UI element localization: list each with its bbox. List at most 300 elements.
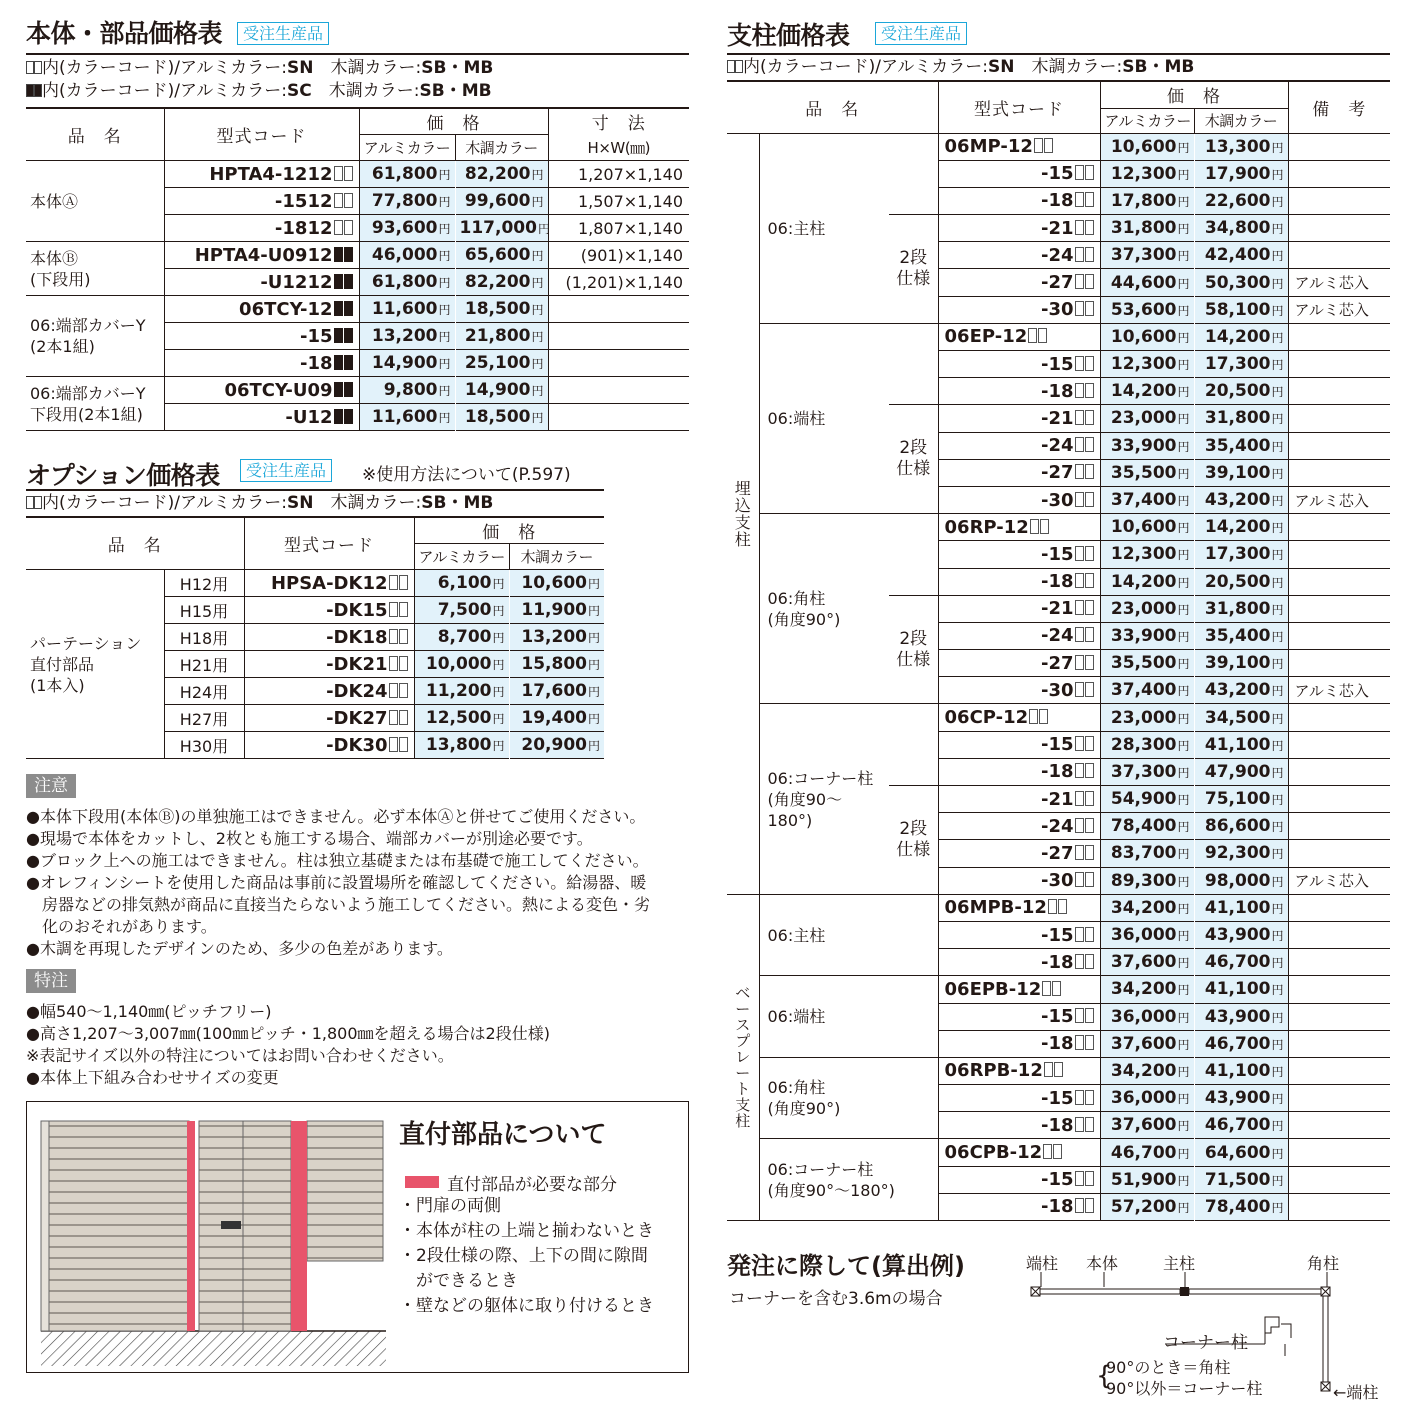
note-line: ●現場で本体をカットし、2枚とも施工する場合、端部カバーが別途必要です。	[26, 829, 593, 848]
note-line: ・2段仕様の際、上下の間に隙間	[399, 1246, 648, 1266]
yen-unit: 円	[587, 685, 600, 699]
yen-unit: 円	[1271, 657, 1284, 672]
remark	[1288, 650, 1390, 677]
color-code-box	[344, 301, 353, 316]
two-stage-label: 2段 仕様	[889, 595, 938, 704]
model-code: -21	[938, 405, 1100, 432]
size	[548, 350, 689, 377]
label-corner: コーナー柱	[1163, 1333, 1248, 1353]
color-code-box	[1075, 573, 1084, 588]
yen-unit: 円	[1271, 956, 1284, 971]
remark	[1288, 378, 1390, 405]
price-alu: 13,800円	[414, 732, 509, 759]
model-code: -30	[938, 677, 1100, 704]
yen-unit: 円	[1177, 521, 1190, 536]
yen-unit: 円	[1177, 466, 1190, 481]
note-line: ●木調を再現したデザインのため、多少の色差があります。	[26, 939, 453, 958]
color-code-box	[1075, 546, 1084, 561]
color-code-box	[1039, 709, 1048, 724]
model-code: -1812	[164, 215, 359, 242]
label-main-post: 主柱	[1163, 1254, 1196, 1273]
yen-unit: 円	[438, 249, 451, 263]
option-header-name: 品 名	[26, 517, 244, 570]
table-row	[727, 514, 1390, 541]
post-header-alu: アルミカラー	[1100, 108, 1194, 133]
yen-unit: 円	[531, 303, 544, 317]
model-code: -21	[938, 215, 1100, 242]
yen-unit: 円	[492, 739, 505, 753]
color-code-box	[1030, 519, 1039, 534]
option-title: オプション価格表	[26, 461, 220, 490]
post-name: 06:コーナー柱 (角度90°～180°)	[759, 1139, 938, 1221]
price-alu: 61,800円	[359, 269, 455, 296]
price-wood: 31,800円	[1194, 595, 1288, 622]
model-code: -30	[938, 867, 1100, 894]
price-wood: 20,900円	[509, 732, 604, 759]
model-code: -DK30	[244, 732, 414, 759]
color-code-box	[1075, 927, 1084, 942]
direct-parts-legend: 直付部品が必要な部分	[447, 1175, 617, 1195]
model-code: -1512	[164, 188, 359, 215]
price-alu: 10,600円	[1100, 133, 1194, 160]
color-code-box	[1085, 356, 1094, 371]
color-code-box	[344, 382, 353, 397]
post-name: 06:角柱 (角度90°)	[759, 1057, 938, 1139]
price-wood: 86,600円	[1194, 813, 1288, 840]
yen-unit: 円	[1177, 929, 1190, 944]
color-code-box	[1085, 410, 1094, 425]
color-code-box	[399, 737, 408, 752]
label-corner-post: 角柱	[1307, 1254, 1340, 1273]
color-code-box	[1075, 1035, 1084, 1050]
yen-unit: 円	[492, 658, 505, 672]
color-code-box	[1075, 627, 1084, 642]
color-code-box	[1075, 410, 1084, 425]
price-alu: 51,900円	[1100, 1166, 1194, 1193]
color-code-box	[1075, 1090, 1084, 1105]
yen-unit: 円	[1271, 167, 1284, 182]
model-code: -18	[938, 758, 1100, 785]
color-code-box	[1075, 600, 1084, 615]
price-alu: 6,100円	[414, 570, 509, 597]
price-alu: 11,600円	[359, 296, 455, 323]
post-name: 06:端柱	[759, 976, 938, 1058]
height-size: H12用	[164, 570, 244, 597]
size: 1,807×1,140	[548, 215, 689, 242]
yen-unit: 円	[537, 222, 550, 236]
table-row	[26, 161, 689, 188]
color-code-box	[1044, 138, 1053, 153]
direct-parts-list	[399, 1194, 654, 1319]
option-legend: 内(カラーコード)/アルミカラー:SN 木調カラー:SB・MB	[26, 492, 493, 515]
remark	[1288, 514, 1390, 541]
product-name: 本体Ⓐ	[26, 161, 164, 242]
model-code: -DK15	[244, 597, 414, 624]
size	[548, 296, 689, 323]
remark	[1288, 1057, 1390, 1084]
post-badge: 受注生産品	[875, 22, 967, 45]
color-code-box	[1085, 1198, 1094, 1213]
table-row	[727, 323, 1390, 350]
yen-unit: 円	[438, 303, 451, 317]
post-name: 06:角柱 (角度90°)	[759, 514, 889, 704]
yen-unit: 円	[1271, 276, 1284, 291]
yen-unit: 円	[531, 249, 544, 263]
post-name: 06:コーナー柱 (角度90～180°)	[759, 704, 889, 894]
remark	[1288, 323, 1390, 350]
caution-title: 注意	[26, 774, 76, 798]
model-code: -U1212	[164, 269, 359, 296]
size: (901)×1,140	[548, 242, 689, 269]
yen-unit: 円	[1271, 222, 1284, 237]
yen-unit: 円	[1177, 1092, 1190, 1107]
direct-parts-box	[26, 1101, 689, 1373]
yen-unit: 円	[1177, 602, 1190, 617]
yen-unit: 円	[531, 276, 544, 290]
remark: アルミ芯入	[1288, 677, 1390, 704]
model-code: -15	[938, 1085, 1100, 1112]
model-code: HPTA4-U0912	[164, 242, 359, 269]
color-code-box	[389, 710, 398, 725]
yen-unit: 円	[1177, 874, 1190, 889]
color-code-box	[389, 575, 398, 590]
order-title: 発注に際して(算出例)	[727, 1252, 965, 1280]
model-code: -24	[938, 622, 1100, 649]
price-wood: 82,200円	[455, 161, 548, 188]
note-line: 房器などの排気熱が商品に直接当たらないよう施工してください。熱による変色・劣	[26, 895, 651, 914]
color-code-box	[1085, 927, 1094, 942]
yen-unit: 円	[1177, 1064, 1190, 1079]
divider	[26, 53, 689, 55]
yen-unit: 円	[1177, 1010, 1190, 1025]
header-size: 寸 法	[548, 108, 689, 135]
yen-unit: 円	[1271, 1200, 1284, 1215]
yen-unit: 円	[1271, 1173, 1284, 1188]
table-row	[727, 704, 1390, 731]
post-name: 06:主柱	[759, 894, 938, 976]
price-wood: 21,800円	[455, 323, 548, 350]
remark	[1288, 622, 1390, 649]
table-row	[727, 1139, 1390, 1166]
price-wood: 14,200円	[1194, 323, 1288, 350]
price-wood: 75,100円	[1194, 786, 1288, 813]
yen-unit: 円	[1177, 793, 1190, 808]
yen-unit: 円	[531, 384, 544, 398]
post-name: 06:端柱	[759, 323, 889, 513]
model-code: 06EP-12	[938, 323, 1100, 350]
price-wood: 71,500円	[1194, 1166, 1288, 1193]
price-alu: 11,200円	[414, 678, 509, 705]
yen-unit: 円	[438, 384, 451, 398]
yen-unit: 円	[1177, 738, 1190, 753]
color-code-box	[1075, 383, 1084, 398]
product-name: パーテーション 直付部品 (1本入)	[30, 633, 142, 695]
price-wood: 64,600円	[1194, 1139, 1288, 1166]
yen-unit: 円	[438, 195, 451, 209]
color-code-box	[344, 247, 353, 262]
color-code-box	[344, 409, 353, 424]
model-code: -18	[938, 949, 1100, 976]
product-name: 本体Ⓑ (下段用)	[26, 242, 164, 296]
yen-unit: 円	[1177, 629, 1190, 644]
price-wood: 17,300円	[1194, 351, 1288, 378]
price-wood: 43,900円	[1194, 921, 1288, 948]
yen-unit: 円	[1271, 249, 1284, 264]
table-row	[26, 570, 604, 597]
post-header-name: 品 名	[727, 81, 938, 133]
yen-unit: 円	[1271, 847, 1284, 862]
post-header-code: 型式コード	[938, 81, 1100, 133]
yen-unit: 円	[492, 577, 505, 591]
post-header-price: 価 格	[1100, 81, 1288, 108]
yen-unit: 円	[531, 330, 544, 344]
color-code-box	[1085, 464, 1094, 479]
yen-unit: 円	[1271, 494, 1284, 509]
color-code-box	[344, 355, 353, 370]
post-legend: 内(カラーコード)/アルミカラー:SN 木調カラー:SB・MB	[727, 56, 1194, 79]
color-code-box	[1075, 356, 1084, 371]
color-code-box	[1052, 981, 1061, 996]
yen-unit: 円	[531, 168, 544, 182]
color-code-box	[399, 683, 408, 698]
price-alu: 8,700円	[414, 624, 509, 651]
rule-other: 90°以外＝コーナー柱	[1106, 1379, 1263, 1398]
remark	[1288, 786, 1390, 813]
price-wood: 46,700円	[1194, 949, 1288, 976]
price-alu: 37,400円	[1100, 677, 1194, 704]
price-wood: 11,900円	[509, 597, 604, 624]
color-code-box	[1040, 519, 1049, 534]
model-code: 06RPB-12	[938, 1057, 1100, 1084]
yen-unit: 円	[1271, 1010, 1284, 1025]
main-badge: 受注生産品	[237, 22, 329, 45]
color-code-box	[334, 328, 343, 343]
yen-unit: 円	[531, 195, 544, 209]
price-wood: 17,900円	[1194, 160, 1288, 187]
price-alu: 14,200円	[1100, 378, 1194, 405]
remark	[1288, 160, 1390, 187]
color-code-box	[1075, 165, 1084, 180]
yen-unit: 円	[1177, 548, 1190, 563]
yen-unit: 円	[1177, 439, 1190, 454]
remark	[1288, 840, 1390, 867]
color-code-box	[399, 629, 408, 644]
remark	[1288, 1193, 1390, 1220]
size: (1,201)×1,140	[548, 269, 689, 296]
caution-list	[26, 806, 650, 960]
color-code-box	[399, 602, 408, 617]
price-wood: 18,500円	[455, 404, 548, 431]
price-wood: 98,000円	[1194, 867, 1288, 894]
model-code: 06CP-12	[938, 704, 1100, 731]
color-code-box	[1085, 954, 1094, 969]
main-legend-2: 内(カラーコード)/アルミカラー:SC 木調カラー:SB・MB	[26, 80, 492, 103]
yen-unit: 円	[492, 712, 505, 726]
yen-unit: 円	[1271, 929, 1284, 944]
price-wood: 34,800円	[1194, 215, 1288, 242]
yen-unit: 円	[1177, 330, 1190, 345]
yen-unit: 円	[1271, 194, 1284, 209]
yen-unit: 円	[531, 357, 544, 371]
rule-90: 90°のとき＝角柱	[1106, 1358, 1231, 1377]
remark	[1288, 405, 1390, 432]
option-header-alu: アルミカラー	[414, 544, 509, 570]
price-alu: 93,600円	[359, 215, 455, 242]
size	[548, 323, 689, 350]
table-row	[26, 296, 689, 323]
color-code-box	[1085, 627, 1094, 642]
price-wood: 10,600円	[509, 570, 604, 597]
price-alu: 54,900円	[1100, 786, 1194, 813]
yen-unit: 円	[587, 631, 600, 645]
price-wood: 34,500円	[1194, 704, 1288, 731]
model-code: -18	[938, 1193, 1100, 1220]
model-code: 06RP-12	[938, 514, 1100, 541]
post-header-remark: 備 考	[1288, 81, 1390, 133]
post-title: 支柱価格表	[727, 21, 850, 50]
color-code-box	[334, 409, 343, 424]
table-row	[727, 976, 1390, 1003]
model-code: HPTA4-1212	[164, 161, 359, 188]
yen-unit: 円	[492, 631, 505, 645]
yen-unit: 円	[1271, 303, 1284, 318]
color-code-box	[1085, 600, 1094, 615]
color-code-box	[1034, 138, 1043, 153]
price-alu: 77,800円	[359, 188, 455, 215]
divider	[26, 489, 604, 491]
model-code: -18	[938, 378, 1100, 405]
remark	[1288, 949, 1390, 976]
price-alu: 37,300円	[1100, 242, 1194, 269]
price-wood: 92,300円	[1194, 840, 1288, 867]
remark: アルミ芯入	[1288, 269, 1390, 296]
price-alu: 10,000円	[414, 651, 509, 678]
color-code-box	[1075, 1171, 1084, 1186]
price-alu: 36,000円	[1100, 1085, 1194, 1112]
yen-unit: 円	[1271, 1064, 1284, 1079]
color-code-box	[1048, 899, 1057, 914]
remark	[1288, 242, 1390, 269]
model-code: -DK24	[244, 678, 414, 705]
note-line: ●ブロック上への施工はできません。柱は独立基礎または布基礎で施工してください。	[26, 851, 649, 870]
color-code-box	[344, 193, 353, 208]
price-alu: 28,300円	[1100, 731, 1194, 758]
color-code-box	[1029, 709, 1038, 724]
price-alu: 10,600円	[1100, 323, 1194, 350]
yen-unit: 円	[1177, 358, 1190, 373]
price-wood: 78,400円	[1194, 1193, 1288, 1220]
price-alu: 36,000円	[1100, 921, 1194, 948]
remark	[1288, 568, 1390, 595]
price-wood: 39,100円	[1194, 650, 1288, 677]
yen-unit: 円	[438, 411, 451, 425]
height-size: H24用	[164, 678, 244, 705]
model-code: -18	[938, 187, 1100, 214]
color-code-box	[1075, 682, 1084, 697]
height-size: H30用	[164, 732, 244, 759]
post-name: 06:主柱	[759, 133, 889, 323]
price-alu: 34,200円	[1100, 1057, 1194, 1084]
yen-unit: 円	[492, 604, 505, 618]
category-baseplate: ベ ー ス プ レ ー ト 支 柱	[727, 894, 759, 1220]
yen-unit: 円	[1177, 494, 1190, 509]
price-wood: 41,100円	[1194, 731, 1288, 758]
color-code-box	[1085, 220, 1094, 235]
color-code-box	[1085, 165, 1094, 180]
model-code: 06MP-12	[938, 133, 1100, 160]
yen-unit: 円	[1271, 358, 1284, 373]
note-line: 化のおそれがあります。	[26, 917, 217, 936]
size: 1,507×1,140	[548, 188, 689, 215]
yen-unit: 円	[1271, 602, 1284, 617]
price-alu: 37,600円	[1100, 949, 1194, 976]
price-alu: 11,600円	[359, 404, 455, 431]
yen-unit: 円	[1177, 1146, 1190, 1161]
color-code-box	[1075, 791, 1084, 806]
option-badge: 受注生産品	[240, 459, 332, 482]
price-wood: 41,100円	[1194, 1057, 1288, 1084]
price-wood: 41,100円	[1194, 894, 1288, 921]
remark: アルミ芯入	[1288, 486, 1390, 513]
model-code: HPSA-DK12	[244, 570, 414, 597]
option-header-wood: 木調カラー	[509, 544, 604, 570]
remark	[1288, 215, 1390, 242]
model-code: -18	[938, 568, 1100, 595]
color-code-box	[1085, 383, 1094, 398]
price-alu: 23,000円	[1100, 405, 1194, 432]
yen-unit: 円	[438, 168, 451, 182]
yen-unit: 円	[1177, 1037, 1190, 1052]
remark	[1288, 1139, 1390, 1166]
color-code-box	[1085, 872, 1094, 887]
price-wood: 43,900円	[1194, 1003, 1288, 1030]
price-wood: 35,400円	[1194, 622, 1288, 649]
yen-unit: 円	[1271, 765, 1284, 780]
yen-unit: 円	[1177, 1119, 1190, 1134]
yen-unit: 円	[1271, 1092, 1284, 1107]
note-line: ができるとき	[399, 1271, 518, 1291]
height-size: H27用	[164, 705, 244, 732]
price-alu: 9,800円	[359, 377, 455, 404]
table-row	[727, 133, 1390, 160]
price-alu: 46,700円	[1100, 1139, 1194, 1166]
color-code-box	[1075, 954, 1084, 969]
price-alu: 33,900円	[1100, 622, 1194, 649]
color-code-box	[1075, 492, 1084, 507]
model-code: -15	[938, 160, 1100, 187]
table-row	[26, 377, 689, 404]
color-code-box	[1058, 899, 1067, 914]
yen-unit: 円	[1177, 983, 1190, 998]
price-alu: 35,500円	[1100, 650, 1194, 677]
spacer-cell	[889, 323, 938, 405]
color-code-box	[1075, 872, 1084, 887]
yen-unit: 円	[438, 330, 451, 344]
yen-unit: 円	[587, 658, 600, 672]
color-code-box	[334, 355, 343, 370]
price-wood: 42,400円	[1194, 242, 1288, 269]
color-code-box	[1075, 845, 1084, 860]
yen-unit: 円	[1271, 983, 1284, 998]
model-code: -DK27	[244, 705, 414, 732]
color-code-box	[1053, 1144, 1062, 1159]
price-wood: 50,300円	[1194, 269, 1288, 296]
model-code: -24	[938, 242, 1100, 269]
color-code-box	[1085, 818, 1094, 833]
header-alu: アルミカラー	[359, 135, 455, 161]
color-code-box	[1075, 220, 1084, 235]
remark	[1288, 351, 1390, 378]
